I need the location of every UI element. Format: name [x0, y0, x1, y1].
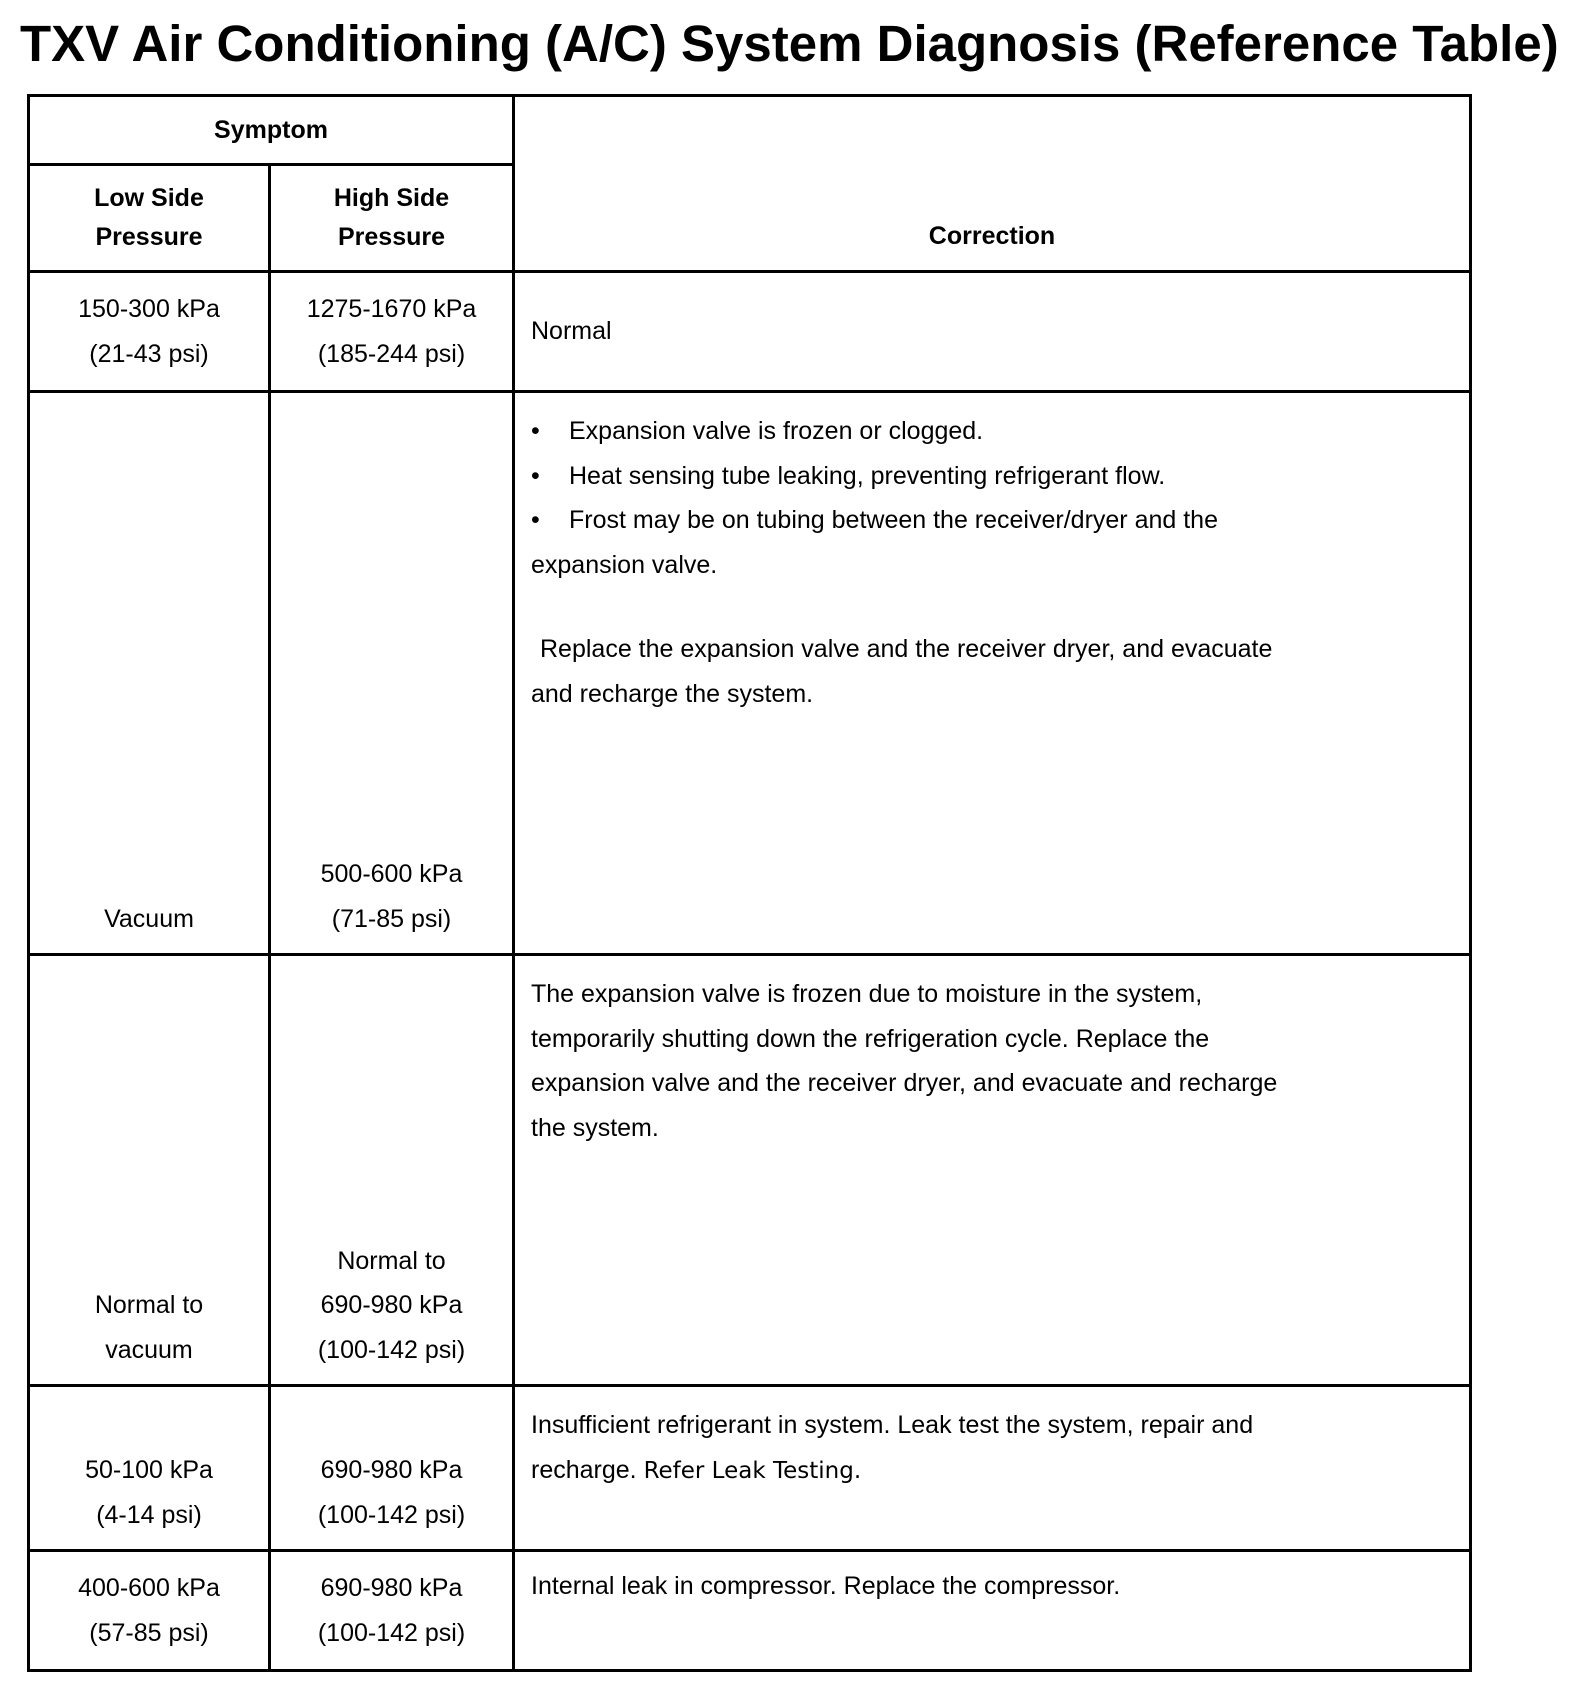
low-side-cell [29, 1551, 270, 1671]
high-side-kpa: 690-980 kPa [320, 1291, 463, 1319]
high-side-psi: (185-244 psi) [317, 339, 466, 368]
correction-line: Insufficient refrigerant in system. Leak test the system, repair and [531, 1411, 1254, 1439]
high-side-psi: (100-142 psi) [317, 1618, 466, 1647]
low-side-cell [29, 955, 270, 1386]
high-side-kpa: 1275-1670 kPa [306, 295, 477, 323]
correction-cell [514, 392, 1471, 955]
correction-cell [514, 1551, 1471, 1671]
high-side-line: Normal to [337, 1246, 446, 1275]
low-side-psi: (21-43 psi) [89, 339, 209, 368]
high-side-cell [270, 392, 514, 955]
correction-text: Internal leak in compressor. Replace the compressor. [531, 1572, 1121, 1600]
bullet-dot-icon: • [531, 506, 540, 534]
high-side-cell [270, 955, 514, 1386]
low-side-kpa: 50-100 kPa [85, 1456, 213, 1484]
header-correction: Correction [514, 96, 1471, 272]
low-side-cell [29, 272, 270, 392]
diagnosis-table [27, 94, 1472, 1672]
bullet-continuation: expansion valve. [531, 550, 718, 579]
high-side-cell [270, 1386, 514, 1551]
high-side-psi: (100-142 psi) [317, 1335, 466, 1364]
header-low-side-line-2: Pressure [95, 223, 203, 251]
bullet-dot-icon: • [531, 461, 540, 490]
correction-cell [514, 955, 1471, 1386]
low-side-line: vacuum [105, 1335, 193, 1364]
correction-action-line: and recharge the system. [531, 679, 814, 708]
low-side-psi: (57-85 psi) [89, 1618, 209, 1647]
correction-line: temporarily shutting down the refrigeration cycle. Replace the [531, 1024, 1210, 1053]
high-side-cell [270, 272, 514, 392]
low-side-kpa: 150-300 kPa [78, 295, 220, 323]
correction-action-line: Replace the expansion valve and the receiver dryer, and evacuate [540, 635, 1273, 663]
header-low-side-pressure [29, 165, 270, 272]
correction-line: recharge. Refer Leak Testing. [531, 1455, 862, 1484]
bullet-dot-icon: • [531, 417, 540, 445]
correction-cell [514, 272, 1471, 392]
bullet-item: • Heat sensing tube leaking, preventing refrigerant flow. [531, 454, 1379, 499]
table-row [29, 955, 1471, 1386]
correction-line: expansion valve and the receiver dryer, and evacuate and recharge [531, 1069, 1278, 1097]
page-title: TXV Air Conditioning (A/C) System Diagnosis (Reference Table) [20, 15, 1559, 72]
low-side-cell [29, 392, 270, 955]
bullet-item: • Frost may be on tubing between the receiver/dryer and the [531, 498, 1379, 543]
low-side-value: Vacuum [104, 904, 194, 933]
table-row [29, 1551, 1471, 1671]
high-side-kpa: 690-980 kPa [320, 1456, 463, 1484]
table-row [29, 272, 1471, 392]
high-side-kpa: 690-980 kPa [320, 1574, 463, 1602]
bullet-item: • Expansion valve is frozen or clogged. [531, 409, 1379, 454]
header-high-side-line-1: High Side [333, 184, 450, 212]
high-side-psi: (100-142 psi) [317, 1500, 466, 1529]
table-row [29, 1386, 1471, 1551]
low-side-cell [29, 1386, 270, 1551]
low-side-line: Normal to [94, 1291, 204, 1319]
correction-line: the system. [531, 1113, 659, 1142]
correction-text: Normal [531, 317, 612, 346]
leak-testing-reference-link[interactable]: Refer Leak Testing. [643, 1457, 862, 1484]
correction-cell [514, 1386, 1471, 1551]
low-side-psi: (4-14 psi) [96, 1500, 202, 1529]
high-side-cell [270, 1551, 514, 1671]
header-symptom: Symptom [29, 96, 514, 165]
header-low-side-line-1: Low Side [94, 184, 204, 212]
table-row [29, 392, 1471, 955]
low-side-kpa: 400-600 kPa [78, 1574, 220, 1602]
high-side-psi: (71-85 psi) [331, 904, 452, 933]
correction-line: The expansion valve is frozen due to moisture in the system, [531, 980, 1203, 1008]
header-high-side-line-2: Pressure [337, 223, 446, 251]
high-side-kpa: 500-600 kPa [320, 860, 463, 888]
header-high-side-pressure [270, 165, 514, 272]
table-header [29, 96, 1471, 272]
